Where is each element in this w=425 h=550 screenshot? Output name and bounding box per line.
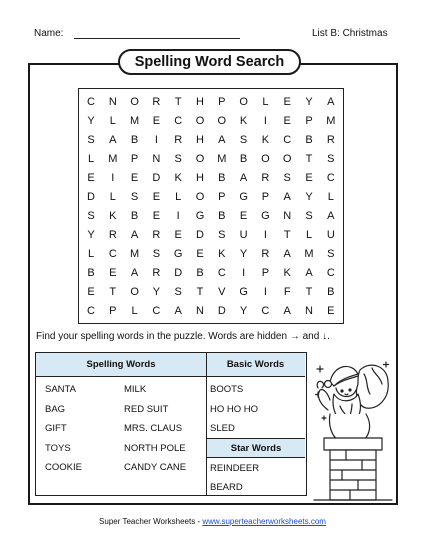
grid-letter: A bbox=[130, 267, 139, 279]
grid-letter: N bbox=[305, 305, 313, 317]
grid-letter: M bbox=[304, 248, 314, 260]
grid-letter: U bbox=[239, 229, 248, 241]
basic-words-header: Basic Words bbox=[206, 353, 305, 377]
word-list-item: RED SUIT bbox=[124, 403, 169, 415]
grid-letter: O bbox=[130, 286, 139, 298]
grid-row bbox=[79, 169, 343, 188]
grid-letter: S bbox=[327, 153, 335, 165]
grid-letter: S bbox=[174, 153, 182, 165]
grid-letter: K bbox=[174, 172, 182, 184]
grid-letter: E bbox=[283, 96, 291, 108]
word-list-item: HO HO HO bbox=[210, 403, 259, 415]
grid-letter: Y bbox=[239, 248, 248, 260]
grid-letter: R bbox=[261, 248, 270, 260]
grid-letter: L bbox=[327, 191, 334, 203]
grid-letter: I bbox=[154, 134, 158, 146]
grid-letter: Y bbox=[239, 305, 248, 317]
grid-letter: A bbox=[305, 267, 313, 279]
grid-letter: P bbox=[218, 191, 226, 203]
grid-letter: O bbox=[195, 153, 205, 165]
grid-letter: C bbox=[326, 267, 335, 279]
grid-letter: O bbox=[195, 191, 205, 203]
grid-letter: E bbox=[305, 172, 313, 184]
word-list-item: BOOTS bbox=[210, 384, 244, 395]
grid-letter: R bbox=[152, 267, 161, 279]
word-list-item: REINDEER bbox=[210, 463, 260, 474]
grid-letter: S bbox=[218, 229, 226, 241]
grid-letter: P bbox=[218, 96, 226, 108]
grid-letter: E bbox=[283, 115, 291, 127]
grid-letter: L bbox=[109, 115, 116, 127]
grid-letter: Y bbox=[305, 96, 313, 108]
grid-letter: O bbox=[261, 153, 270, 165]
grid-letter: L bbox=[305, 229, 313, 241]
grid-letter: C bbox=[108, 248, 117, 260]
grid-letter: E bbox=[174, 229, 182, 241]
grid-letter: O bbox=[130, 96, 139, 108]
grid-letter: K bbox=[283, 267, 291, 279]
grid-letter: I bbox=[242, 267, 246, 279]
grid-row bbox=[79, 150, 343, 169]
grid-letter: K bbox=[218, 248, 226, 260]
grid-letter: Y bbox=[152, 286, 161, 298]
footer-link[interactable]: www.superteacherworksheets.com bbox=[202, 517, 326, 526]
grid-letter: T bbox=[305, 286, 313, 298]
grid-letter: S bbox=[283, 172, 291, 184]
grid-letter: A bbox=[174, 305, 182, 317]
grid-letter: N bbox=[152, 153, 161, 165]
grid-letter: L bbox=[131, 305, 138, 317]
grid-letter: H bbox=[196, 134, 204, 146]
santa-in-chimney-illustration bbox=[312, 354, 394, 504]
grid-letter: D bbox=[217, 305, 226, 317]
grid-letter: M bbox=[326, 115, 336, 127]
grid-letter: B bbox=[327, 286, 335, 298]
grid-letter: E bbox=[327, 305, 335, 317]
grid-letter: S bbox=[239, 134, 248, 146]
grid-letter: R bbox=[174, 134, 183, 146]
grid-letter: D bbox=[87, 191, 95, 203]
star-words-header: Star Words bbox=[207, 438, 305, 458]
grid-letter: F bbox=[283, 286, 291, 298]
grid-letter: Y bbox=[87, 115, 95, 127]
word-list-item: COOKIE bbox=[45, 462, 82, 473]
spelling-words-header: Spelling Words bbox=[36, 353, 206, 377]
grid-letter: O bbox=[217, 115, 227, 127]
word-box bbox=[35, 352, 307, 496]
grid-letter: L bbox=[87, 248, 95, 260]
grid-letter: T bbox=[283, 229, 291, 241]
list-label: List B: Christmas bbox=[312, 28, 388, 39]
grid-letter: C bbox=[152, 305, 161, 317]
grid-letter: P bbox=[261, 191, 270, 203]
footer bbox=[0, 517, 425, 526]
grid-letter: G bbox=[195, 210, 205, 222]
grid-row bbox=[79, 226, 343, 245]
grid-letter: A bbox=[109, 134, 117, 146]
grid-letter: O bbox=[239, 96, 248, 108]
grid-letter: T bbox=[196, 286, 204, 298]
grid-letter: H bbox=[196, 96, 204, 108]
grid-letter: A bbox=[283, 305, 291, 317]
grid-letter: A bbox=[130, 229, 139, 241]
grid-letter: B bbox=[218, 172, 226, 184]
grid-letter: I bbox=[263, 229, 267, 241]
grid-letter: G bbox=[173, 248, 183, 260]
grid-letter: H bbox=[196, 172, 204, 184]
grid-letter: C bbox=[87, 305, 95, 317]
grid-letter: B bbox=[130, 134, 139, 146]
grid-letter: D bbox=[196, 229, 204, 241]
grid-letter: L bbox=[87, 153, 95, 165]
grid-letter: E bbox=[196, 248, 204, 260]
grid-letter: N bbox=[108, 96, 117, 108]
grid-row bbox=[79, 264, 343, 283]
grid-letter: E bbox=[152, 115, 161, 127]
word-list-item: GIFT bbox=[45, 423, 67, 434]
grid-letter: N bbox=[196, 305, 204, 317]
grid-letter: O bbox=[282, 153, 292, 165]
grid-letter: B bbox=[305, 134, 313, 146]
grid-letter: C bbox=[174, 115, 183, 127]
grid-letter: P bbox=[305, 115, 313, 127]
grid-letter: U bbox=[326, 229, 335, 241]
grid-letter: R bbox=[152, 229, 161, 241]
word-list-item: BAG bbox=[45, 403, 66, 415]
grid-letter: M bbox=[130, 248, 140, 260]
grid-letter: C bbox=[87, 96, 95, 108]
grid-letter: I bbox=[111, 172, 115, 184]
grid-letter: E bbox=[239, 210, 248, 222]
grid-letter: T bbox=[305, 153, 313, 165]
grid-letter: Y bbox=[87, 229, 95, 241]
grid-letter: M bbox=[217, 153, 227, 165]
grid-letter: D bbox=[174, 267, 183, 279]
word-list-item: CANDY CANE bbox=[124, 462, 187, 473]
grid-letter: T bbox=[174, 96, 182, 108]
footer-text: Super Teacher Worksheets - bbox=[99, 517, 203, 526]
grid-row bbox=[79, 93, 343, 112]
grid-letter: A bbox=[218, 134, 226, 146]
grid-letter: E bbox=[152, 210, 161, 222]
grid-letter: D bbox=[152, 172, 161, 184]
grid-letter: A bbox=[327, 96, 335, 108]
grid-letter: E bbox=[109, 267, 117, 279]
grid-letter: T bbox=[109, 286, 117, 298]
grid-letter: E bbox=[130, 172, 139, 184]
grid-letter: I bbox=[176, 210, 180, 222]
grid-letter: B bbox=[130, 210, 139, 222]
grid-letter: P bbox=[261, 267, 270, 279]
grid-letter: G bbox=[239, 286, 248, 298]
grid-letter: A bbox=[283, 248, 291, 260]
grid-letter: E bbox=[152, 191, 161, 203]
grid-letter: O bbox=[195, 115, 205, 127]
grid-letter: L bbox=[109, 191, 116, 203]
grid-letter: S bbox=[87, 134, 95, 146]
grid-letter: I bbox=[263, 115, 267, 127]
grid-letter: M bbox=[130, 115, 140, 127]
name-line bbox=[74, 38, 240, 39]
grid-letter: S bbox=[174, 286, 182, 298]
grid-letter: E bbox=[87, 172, 95, 184]
grid-letter: C bbox=[326, 172, 335, 184]
grid-letter: C bbox=[261, 305, 270, 317]
grid-letter: N bbox=[283, 210, 292, 222]
grid-letter: E bbox=[87, 286, 95, 298]
word-list-item: SANTA bbox=[45, 384, 76, 395]
word-list-item: MILK bbox=[124, 384, 147, 395]
grid-letter: B bbox=[218, 210, 226, 222]
grid-letter: B bbox=[239, 153, 248, 165]
instructions: Find your spelling words in the puzzle. Words are hidden → and ↓. bbox=[36, 331, 330, 342]
name-label: Name: bbox=[34, 28, 64, 39]
grid-letter: I bbox=[263, 286, 267, 298]
grid-letter: A bbox=[283, 191, 291, 203]
word-list-item: BEARD bbox=[210, 482, 243, 493]
grid-letter: S bbox=[87, 210, 95, 222]
grid-row bbox=[79, 112, 343, 131]
grid-letter: L bbox=[262, 96, 269, 108]
grid-row bbox=[79, 188, 343, 207]
grid-letter: P bbox=[130, 153, 139, 165]
grid-letter: R bbox=[326, 134, 335, 146]
grid-letter: S bbox=[130, 191, 139, 203]
grid-letter: Y bbox=[305, 191, 313, 203]
grid-letter: K bbox=[109, 210, 117, 222]
grid-letter: B bbox=[87, 267, 95, 279]
grid-letter: S bbox=[327, 248, 335, 260]
grid-letter: S bbox=[305, 210, 313, 222]
grid-letter: G bbox=[239, 191, 248, 203]
page-title: Spelling Word Search bbox=[118, 49, 301, 75]
grid-row bbox=[79, 131, 343, 150]
word-box-divider bbox=[206, 353, 207, 495]
word-list-item: SLED bbox=[210, 423, 235, 434]
grid-letter: R bbox=[108, 229, 117, 241]
grid-letter: L bbox=[175, 191, 182, 203]
word-list-item: TOYS bbox=[45, 442, 71, 454]
grid-letter: S bbox=[152, 248, 161, 260]
grid-letter: B bbox=[196, 267, 204, 279]
grid-letter: C bbox=[217, 267, 226, 279]
grid-letter: R bbox=[261, 172, 270, 184]
grid-row bbox=[79, 283, 343, 302]
word-list-item: NORTH POLE bbox=[124, 442, 186, 454]
grid-row bbox=[79, 302, 343, 321]
grid-letter: G bbox=[261, 210, 270, 222]
grid-letter: P bbox=[109, 305, 117, 317]
word-search-grid bbox=[78, 88, 344, 324]
grid-row bbox=[79, 245, 343, 264]
grid-letter: K bbox=[239, 115, 248, 127]
grid-letter: A bbox=[239, 172, 248, 184]
grid-letter: A bbox=[327, 210, 335, 222]
grid-letter: R bbox=[152, 96, 161, 108]
grid-letter: V bbox=[218, 286, 226, 298]
grid-letter: M bbox=[108, 153, 118, 165]
grid-row bbox=[79, 207, 343, 226]
grid-letter: K bbox=[261, 134, 270, 146]
word-list-item: MRS. CLAUS bbox=[124, 423, 183, 434]
grid-letter: C bbox=[283, 134, 292, 146]
